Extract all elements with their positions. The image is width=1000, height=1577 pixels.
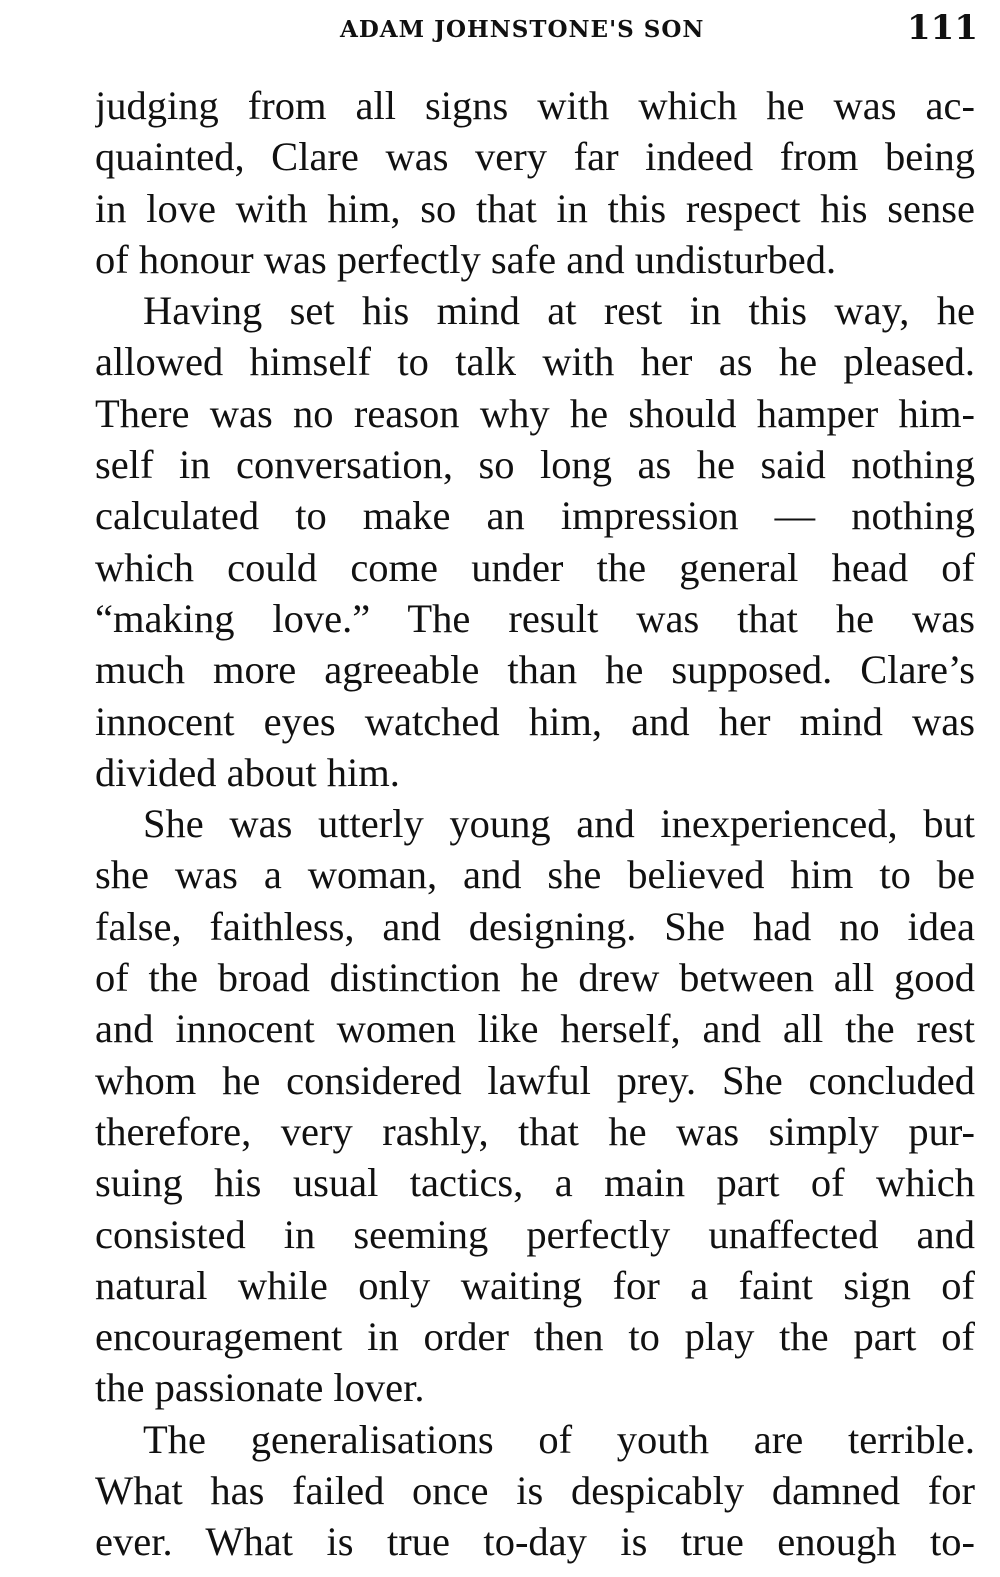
text-line: There was no reason why he should hamper him- (95, 390, 975, 436)
text-line: allowed himself to talk with her as he pleased. (95, 339, 975, 385)
page-number: 111 (907, 8, 978, 48)
text-line: false, faithless, and designing. She had no idea (95, 903, 975, 949)
text-line: calculated to make an impression — nothing (95, 493, 975, 539)
paragraph (95, 80, 975, 285)
text-line: quainted, Clare was very far indeed from being (95, 134, 975, 180)
text-line: of the broad distinction he drew between all good (95, 955, 975, 1001)
text-line: She was utterly young and inexperienced, but (143, 801, 975, 847)
text-line: suing his usual tactics, a main part of which (95, 1160, 975, 1206)
body-text (95, 80, 975, 1568)
text-line: ever. What is true to-day is true enough to- (95, 1519, 975, 1565)
text-line: Having set his mind at rest in this way, he (143, 288, 975, 334)
text-line: encouragement in order then to play the part of (95, 1314, 975, 1360)
text-line: much more agreeable than he supposed. Clare’s (95, 647, 975, 693)
paragraph (95, 798, 975, 1414)
text-line: consisted in seeming perfectly unaffected and (95, 1211, 975, 1257)
text-line: The generalisations of youth are terrible. (143, 1416, 975, 1462)
paragraph (95, 1414, 975, 1568)
text-line: judging from all signs with which he was ac- (95, 83, 975, 128)
text-line: self in conversation, so long as he said nothing (95, 442, 975, 488)
text-line: What has failed once is despicably damned for (95, 1468, 975, 1514)
text-line: of honour was perfectly safe and undisturbed. (95, 236, 837, 282)
text-line: in love with him, so that in this respect his sense (95, 185, 975, 231)
running-head (0, 8, 1000, 52)
running-title: ADAM JOHNSTONE'S SON (340, 16, 705, 43)
text-line: the passionate lover. (95, 1365, 425, 1411)
text-line: therefore, very rashly, that he was simply pur- (95, 1108, 975, 1154)
text-line: she was a woman, and she believed him to be (95, 852, 975, 898)
text-line: and innocent women like herself, and all the rest (95, 1006, 975, 1052)
text-line: natural while only waiting for a faint sign of (95, 1262, 975, 1308)
text-line: divided about him. (95, 749, 400, 795)
text-line: innocent eyes watched him, and her mind was (95, 698, 975, 744)
text-line: “making love.” The result was that he was (95, 595, 975, 641)
paragraph (95, 285, 975, 798)
text-line: which could come under the general head of (95, 544, 975, 590)
text-line: whom he considered lawful prey. She concluded (95, 1057, 975, 1103)
